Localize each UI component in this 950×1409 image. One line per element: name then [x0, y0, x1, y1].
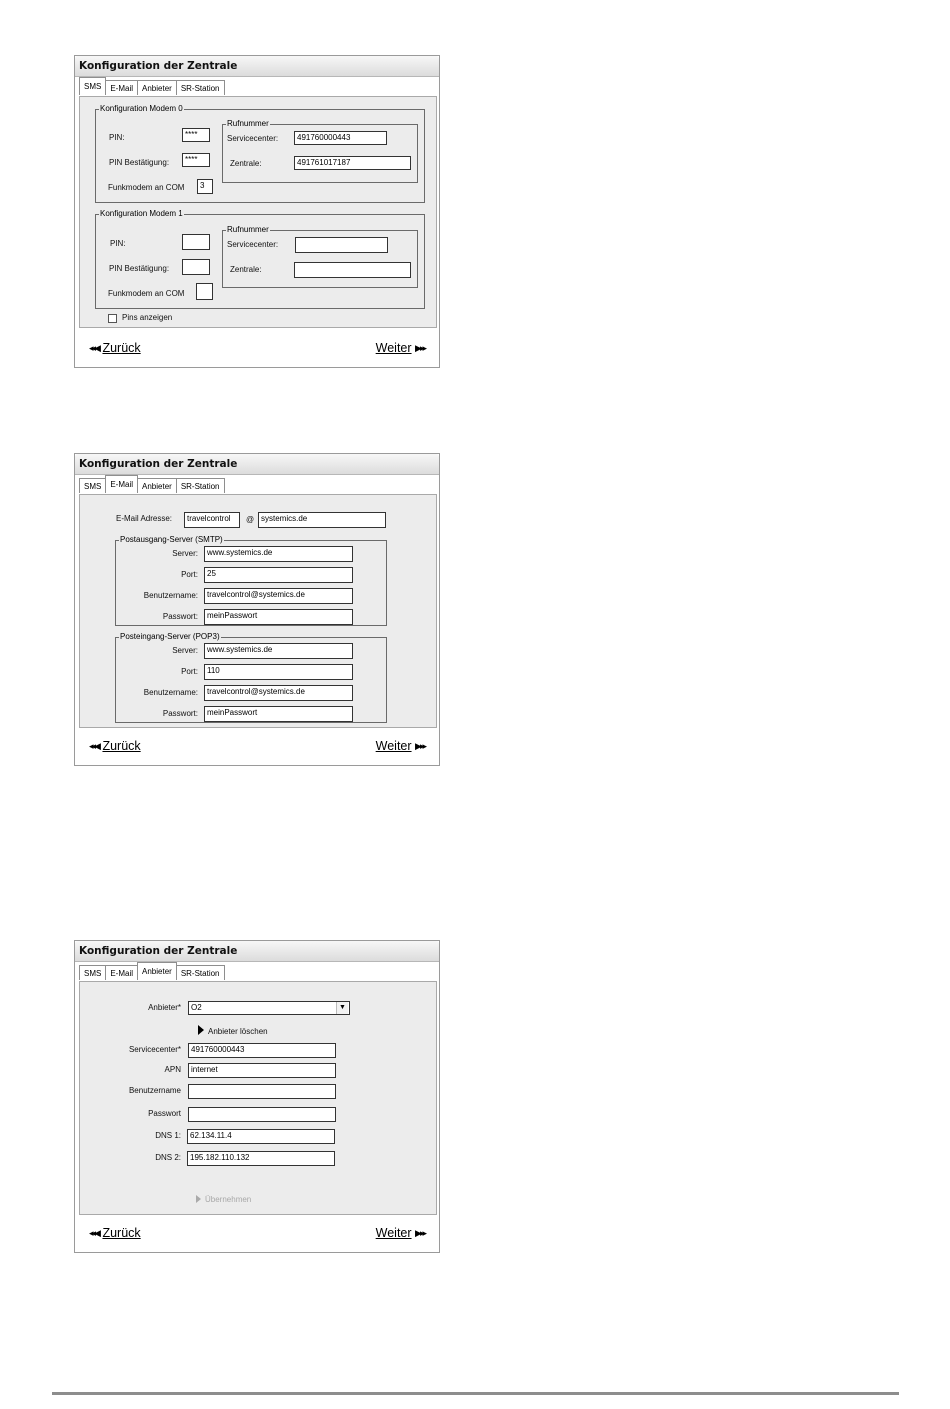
pin-confirm-input[interactable]: **** [182, 153, 210, 167]
next-button[interactable] [376, 1226, 425, 1240]
servicecenter-input[interactable]: 491760000443 [294, 131, 387, 145]
pop3-server-input[interactable]: www.systemics.de [204, 643, 353, 659]
page-divider [52, 1392, 899, 1395]
next-label: Weiter [375, 1226, 412, 1240]
apply-button[interactable] [196, 1195, 251, 1204]
chevron-down-icon[interactable]: ▼ [336, 1002, 348, 1014]
next-button[interactable] [376, 341, 425, 355]
window-title: Konfiguration der Zentrale [75, 56, 439, 77]
anbieter-panel [79, 981, 437, 1215]
modem1-legend: Konfiguration Modem 1 [100, 209, 183, 218]
show-pins-checkbox[interactable] [108, 314, 117, 323]
tab-email[interactable]: E-Mail [105, 965, 138, 980]
pop3-user-input[interactable]: travelcontrol@systemics.de [204, 685, 353, 701]
rufnummer-legend: Rufnummer [227, 119, 269, 128]
smtp-legend: Postausgang-Server (SMTP) [120, 535, 223, 544]
sms-panel [79, 96, 437, 328]
wizard-footer [89, 739, 425, 757]
servicecenter-label: Servicecenter: [227, 134, 279, 143]
email-panel [79, 494, 437, 728]
window-sms [74, 55, 440, 368]
apply-label: Übernehmen [205, 1195, 252, 1204]
back-label: Zurück [102, 341, 141, 355]
window-title: Konfiguration der Zentrale [75, 454, 439, 475]
rufnummer-legend: Rufnummer [227, 225, 269, 234]
com-input[interactable] [196, 283, 213, 300]
tab-email[interactable]: E-Mail [105, 80, 138, 95]
tab-anbieter[interactable]: Anbieter [137, 478, 177, 493]
dns1-label: DNS 1: [155, 1131, 181, 1140]
smtp-port-input[interactable]: 25 [204, 567, 353, 583]
pin-confirm-input[interactable] [182, 259, 210, 275]
pin-input[interactable] [182, 234, 210, 250]
com-label: Funkmodem an COM [108, 289, 185, 298]
email-domain-input[interactable]: systemics.de [258, 512, 386, 528]
pop3-group [115, 632, 387, 723]
dns1-input[interactable]: 62.134.11.4 [187, 1129, 335, 1144]
tab-sms[interactable]: SMS [79, 77, 106, 95]
servicecenter-label: Servicecenter* [128, 1045, 181, 1054]
pin-label: PIN: [109, 133, 125, 142]
show-pins-label: Pins anzeigen [122, 313, 173, 322]
modem0-legend: Konfiguration Modem 0 [100, 104, 183, 113]
tab-sms[interactable]: SMS [79, 478, 106, 493]
username-label: Benutzername [128, 1086, 181, 1095]
tab-sr-station[interactable]: SR-Station [176, 80, 225, 95]
wizard-footer [89, 341, 425, 359]
email-address-label: E-Mail Adresse: [116, 514, 173, 523]
back-arrow-icon: ◂◂◀ [89, 1228, 99, 1238]
tab-anbieter[interactable]: Anbieter [137, 962, 177, 980]
tab-bar [79, 80, 224, 96]
anbieter-select[interactable] [188, 1001, 350, 1015]
tab-email[interactable]: E-Mail [105, 475, 138, 493]
next-arrow-icon: ▶▸▸ [415, 343, 425, 353]
smtp-group [115, 535, 387, 626]
rufnummer-group [222, 225, 418, 288]
dns2-label: DNS 2: [155, 1153, 181, 1162]
smtp-server-label: Server: [172, 549, 198, 558]
delete-provider-label: Anbieter löschen [208, 1027, 268, 1036]
back-label: Zurück [102, 1226, 141, 1240]
window-email [74, 453, 440, 766]
pin-confirm-label: PIN Bestätigung: [109, 264, 170, 273]
at-sign: @ [246, 515, 255, 524]
modem0-group [95, 104, 425, 203]
back-button[interactable] [89, 739, 141, 753]
anbieter-label: Anbieter* [148, 1003, 181, 1012]
password-input[interactable] [188, 1107, 336, 1122]
smtp-pass-input[interactable]: meinPasswort [204, 609, 353, 625]
tab-sr-station[interactable]: SR-Station [176, 965, 225, 980]
smtp-port-label: Port: [181, 570, 198, 579]
zentrale-label: Zentrale: [230, 265, 262, 274]
next-button[interactable] [376, 739, 425, 753]
play-icon [198, 1025, 204, 1035]
smtp-user-input[interactable]: travelcontrol@systemics.de [204, 588, 353, 604]
tab-bar [79, 965, 224, 981]
zentrale-input[interactable] [294, 262, 411, 278]
servicecenter-label: Servicecenter: [227, 240, 279, 249]
next-label: Weiter [375, 341, 412, 355]
pop3-pass-input[interactable]: meinPasswort [204, 706, 353, 722]
delete-provider-button[interactable] [198, 1025, 268, 1036]
wizard-footer [89, 1226, 425, 1244]
apn-input[interactable]: internet [188, 1063, 336, 1078]
tab-bar [79, 478, 224, 494]
pop3-port-label: Port: [181, 667, 198, 676]
back-arrow-icon: ◂◂◀ [89, 741, 99, 751]
next-arrow-icon: ▶▸▸ [415, 1228, 425, 1238]
smtp-pass-label: Passwort: [162, 612, 198, 621]
tab-sr-station[interactable]: SR-Station [176, 478, 225, 493]
servicecenter-input[interactable] [295, 237, 388, 253]
pin-input[interactable]: **** [182, 128, 210, 142]
username-input[interactable] [188, 1084, 336, 1099]
pin-confirm-label: PIN Bestätigung: [109, 158, 170, 167]
servicecenter-input[interactable]: 491760000443 [188, 1043, 336, 1058]
next-label: Weiter [375, 739, 412, 753]
window-anbieter [74, 940, 440, 1253]
modem1-group [95, 209, 425, 309]
com-label: Funkmodem an COM [108, 183, 185, 192]
zentrale-label: Zentrale: [230, 159, 262, 168]
pop3-server-label: Server: [172, 646, 198, 655]
smtp-server-input[interactable]: www.systemics.de [204, 546, 353, 562]
com-input[interactable]: 3 [197, 179, 213, 194]
smtp-user-label: Benutzername: [143, 591, 198, 600]
pop3-legend: Posteingang-Server (POP3) [120, 632, 220, 641]
back-button[interactable] [89, 1226, 141, 1240]
tab-sms[interactable]: SMS [79, 965, 106, 980]
play-icon [196, 1195, 201, 1203]
next-arrow-icon: ▶▸▸ [415, 741, 425, 751]
pop3-port-input[interactable]: 110 [204, 664, 353, 680]
pop3-pass-label: Passwort: [162, 709, 198, 718]
back-label: Zurück [102, 739, 141, 753]
email-user-input[interactable]: travelcontrol [184, 512, 240, 528]
rufnummer-group [222, 119, 418, 183]
pop3-user-label: Benutzername: [143, 688, 198, 697]
anbieter-select-value: O2 [191, 1003, 202, 1012]
password-label: Passwort [148, 1109, 181, 1118]
dns2-input[interactable]: 195.182.110.132 [187, 1151, 335, 1166]
zentrale-input[interactable]: 491761017187 [294, 156, 411, 170]
back-button[interactable] [89, 341, 141, 355]
back-arrow-icon: ◂◂◀ [89, 343, 99, 353]
tab-anbieter[interactable]: Anbieter [137, 80, 177, 95]
pin-label: PIN: [110, 239, 126, 248]
window-title: Konfiguration der Zentrale [75, 941, 439, 962]
apn-label: APN [164, 1065, 181, 1074]
